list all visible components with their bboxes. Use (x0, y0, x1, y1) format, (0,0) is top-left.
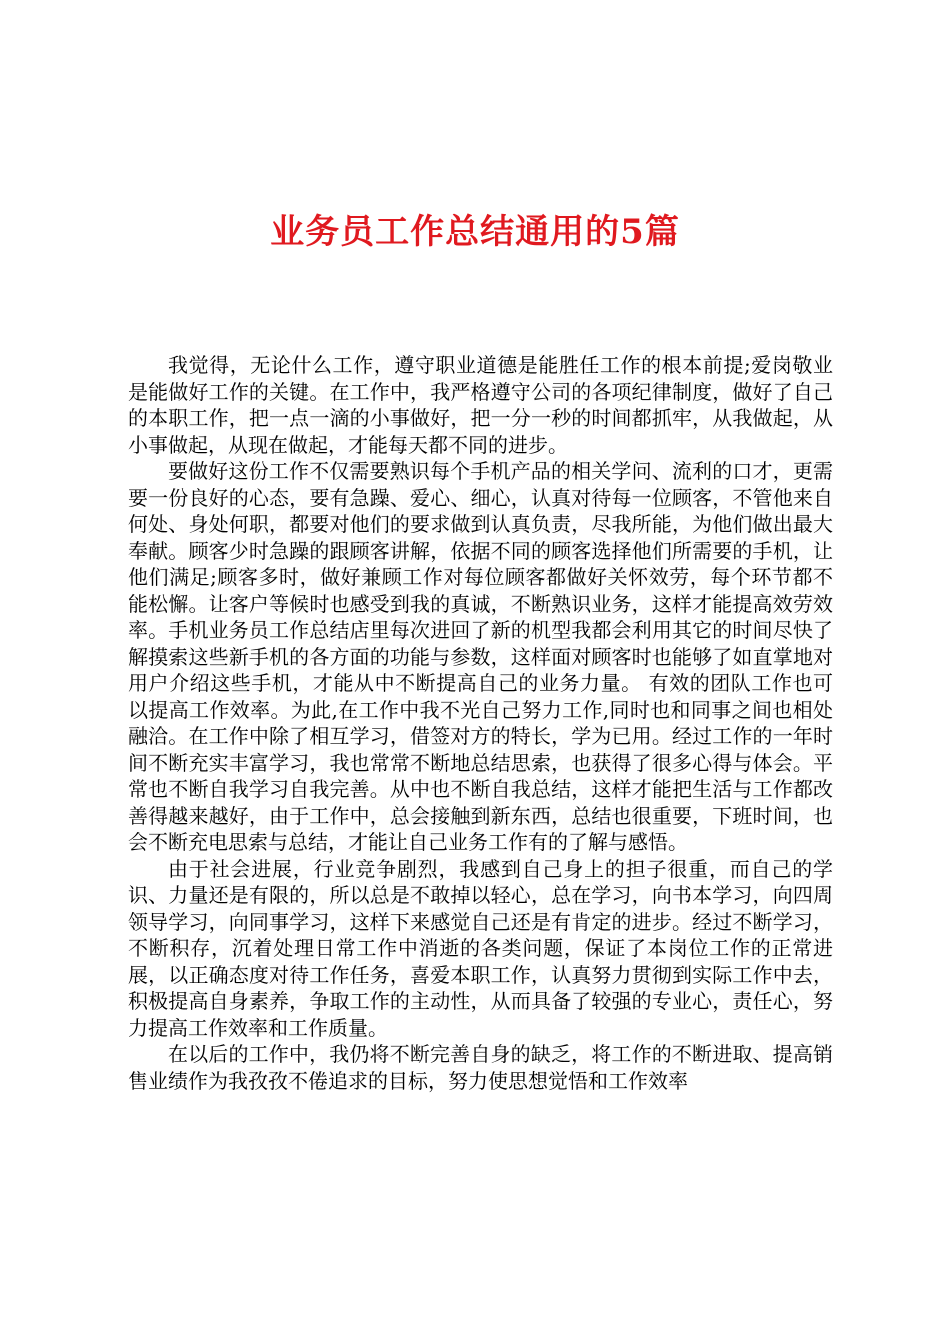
paragraph: 在以后的工作中，我仍将不断完善自身的缺乏，将工作的不断进取、提高销售业绩作为我孜孜不倦追求的目标，努力使思想觉悟和工作效率 (128, 1042, 833, 1093)
paragraph: 我觉得，无论什么工作，遵守职业道德是能胜任工作的根本前提;爱岗敬业是能做好工作的关键。在工作中，我严格遵守公司的各项纪律制度，做好了自己的本职工作，把一点一滴的小事做好，把一分一秒的时间都抓牢，从我做起，从小事做起，从现在做起，才能每天都不同的进步。 (128, 353, 833, 457)
paragraph: 由于社会进展，行业竞争剧烈，我感到自己身上的担子很重，而自己的学识、力量还是有限的，所以总是不敢掉以轻心，总在学习，向书本学习，向四周领导学习，向同事学习，这样下来感觉自己还是有肯定的进步。经过不断学习，不断积存，沉着处理日常工作中消逝的各类问题，保证了本岗位工作的正常进展，以正确态度对待工作任务，喜爱本职工作，认真努力贯彻到实际工作中去，积极提高自身素养，争取工作的主动性，从而具备了较强的专业心，责任心，努力提高工作效率和工作质量。 (128, 856, 833, 1040)
paragraph: 要做好这份工作不仅需要熟识每个手机产品的相关学问、流利的口才，更需要一份良好的心态，要有急躁、爱心、细心，认真对待每一位顾客，不管他来自何处、身处何职，都要对他们的要求做到认真负责，尽我所能，为他们做出最大奉献。顾客少时急躁的跟顾客讲解，依据不同的顾客选择他们所需要的手机，让他们满足;顾客多时，做好兼顾工作对每位顾客都做好关怀效劳，每个环节都不能松懈。让客户等候时也感受到我的真诚，不断熟识业务，这样才能提高效劳效率。手机业务员工作总结店里每次进回了新的机型我都会利用其它的时间尽快了解摸索这些新手机的各方面的功能与参数，这样面对顾客时也能够了如直掌地对用户介绍这些手机，才能从中不断提高自己的业务力量。 有效的团队工作也可以提高工作效率。为此,在工作中我不光自己努力工作,同时也和同事之间也相处融洽。在工作中除了相互学习，借签对方的特长，学为已用。经过工作的一年时间不断充实丰富学习，我也常常不断地总结思索，也获得了很多心得与体会。平常也不断自我学习自我完善。从中也不断自我总结，这样才能把生活与工作都改善得越来越好，由于工作中，总会接触到新东西，总结也很重要，下班时间，也会不断充电思索与总结，才能让自己业务工作有的了解与感悟。 (128, 459, 833, 854)
document-title: 业务员工作总结通用的5篇 (270, 212, 680, 252)
document-body (128, 352, 833, 1094)
